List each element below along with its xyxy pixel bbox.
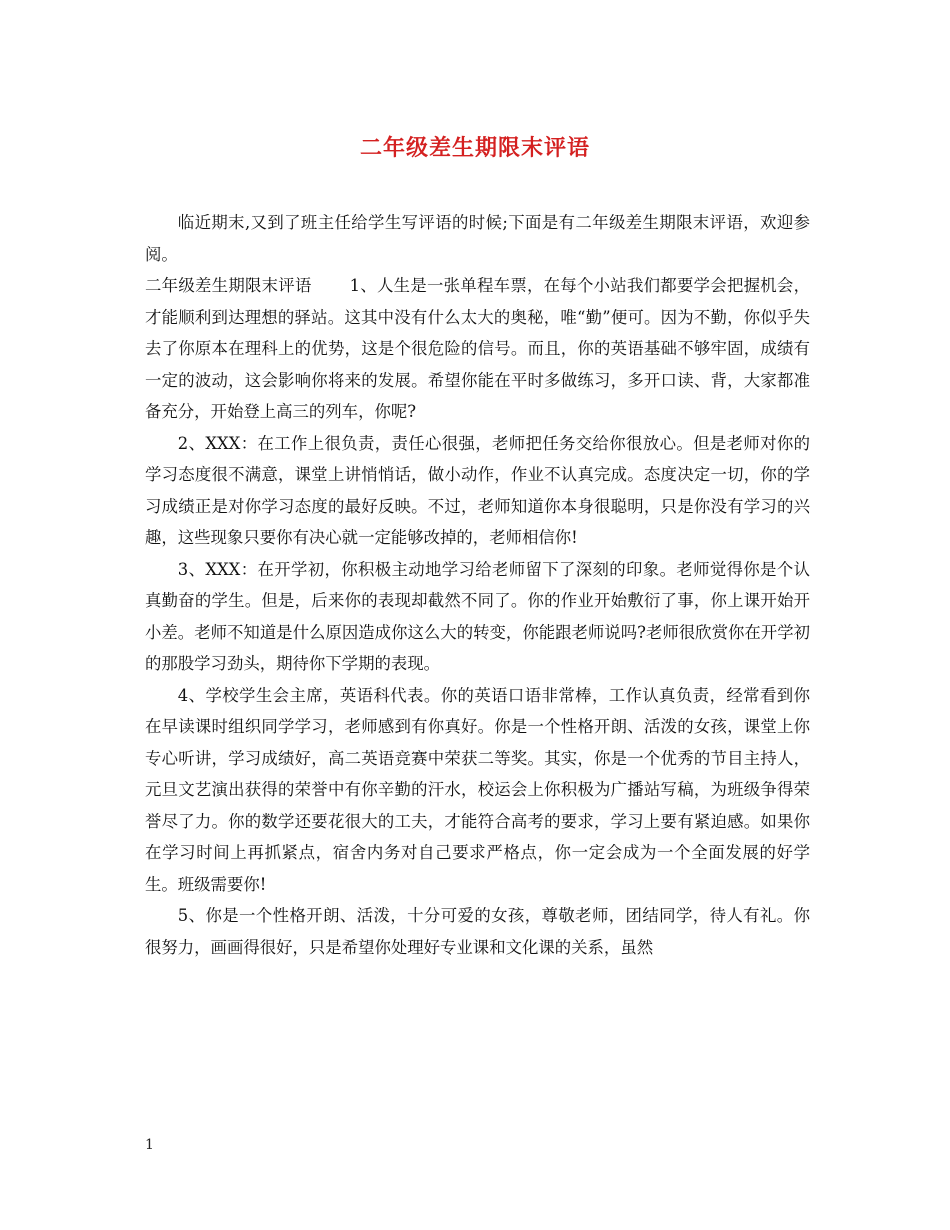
section-heading: 二年级差生期限末评语 [145,276,312,295]
paragraph-1: 1、人生是一张单程车票，在每个小站我们都要学会把握机会，才能顺利到达理想的驿站。这其中没有什么太大的奥秘，唯“勤”便可。因为不勤，你似乎失去了你原本在理科上的优势，这是个很危险的信号。而且，你的英语基础不够牢固，成绩有一定的波动，这会影响你将来的发展。希望你能在平时多做练习，多开口读、背，大家都准备充分，开始登上高三的列车，你呢? [145,276,810,421]
intro-paragraph: 临近期末,又到了班主任给学生写评语的时候;下面是有二年级差生期限末评语，欢迎参阅。 [145,213,810,264]
section-block [145,270,810,428]
page-number: 1 [145,1137,154,1153]
paragraph-5: 5、你是一个性格开朗、活泼，十分可爱的女孩，尊敬老师，团结同学，待人有礼。你很努力，画画得很好，只是希望你处理好专业课和文化课的关系，虽然 [145,906,810,957]
document-body [145,207,810,963]
paragraph-4: 4、学校学生会主席，英语科代表。你的英语口语非常棒，工作认真负责，经常看到你在早读课时组织同学学习，老师感到有你真好。你是一个性格开朗、活泼的女孩，课堂上你专心听讲，学习成绩好，高二英语竞赛中荣获二等奖。其实，你是一个优秀的节目主持人，元旦文艺演出获得的荣誉中有你辛勤的汗水，校运会上你积极为广播站写稿，为班级争得荣誉尽了力。你的数学还要花很大的工夫，才能符合高考的要求，学习上要有紧迫感。如果你在学习时间上再抓紧点，宿舍内务对自己要求严格点，你一定会成为一个全面发展的好学生。班级需要你! [145,685,810,894]
document-title: 二年级差生期限末评语 [359,135,590,161]
paragraph-3: 3、XXX：在开学初，你积极主动地学习给老师留下了深刻的印象。老师觉得你是个认真勤奋的学生。但是，后来你的表现却截然不同了。你的作业开始敷衍了事，你上课开始开小差。老师不知道是什么原因造成你这么大的转变，你能跟老师说吗?老师很欣赏你在开学初的那股学习劲头，期待你下学期的表现。 [145,559,810,673]
paragraph-2: 2、XXX：在工作上很负责，责任心很强，老师把任务交给你很放心。但是老师对你的学习态度很不满意，课堂上讲悄悄话，做小动作，作业不认真完成。态度决定一切，你的学习成绩正是对你学习态度的最好反映。不过，老师知道你本身很聪明，只是你没有学习的兴趣，这些现象只要你有决心就一定能够改掉的，老师相信你! [145,433,810,547]
